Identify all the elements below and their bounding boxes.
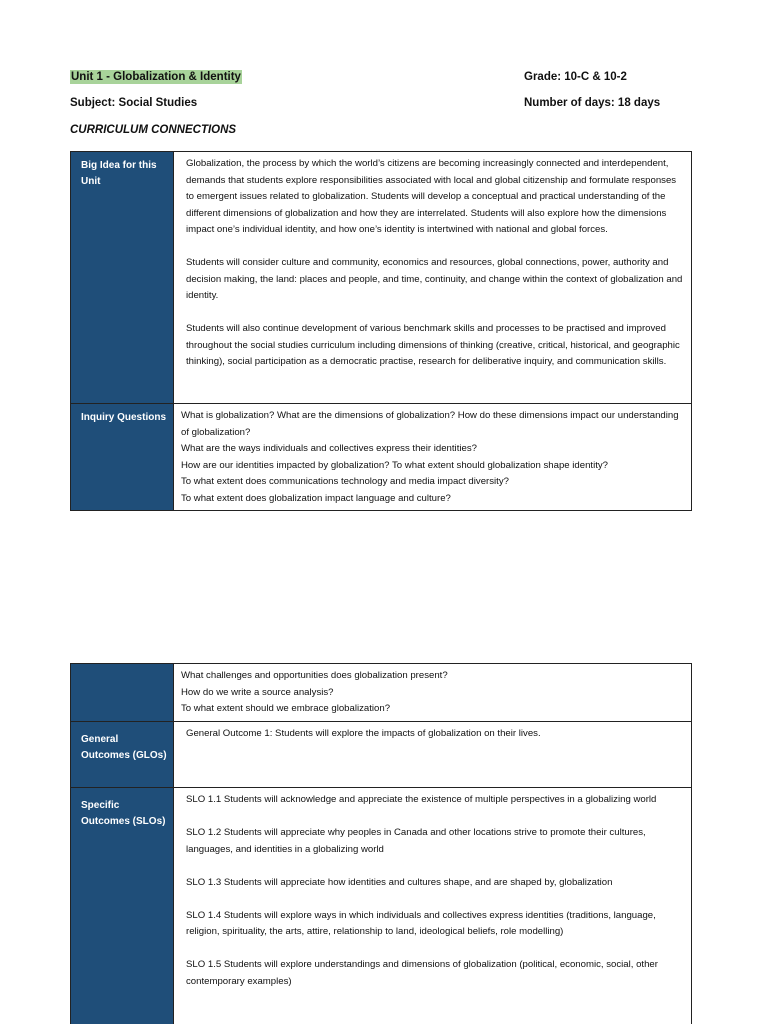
inquiry-label: Inquiry Questions [71,404,174,511]
glo-content [174,722,692,788]
inquiry-question: How do we write a source analysis? [181,686,334,698]
slo-item: SLO 1.4 Students will explore ways in which individuals and collectives express identities (traditions, language, religion, spirituality, the arts, attire, relationship to land, ideological beliefs, role modelling) [186,909,656,937]
big-idea-label: Big Idea for this Unit [71,152,174,404]
inquiry-question: To what extent should we embrace globalization? [181,703,391,714]
subject-label: Subject: Social Studies [70,97,198,109]
slo-item: SLO 1.3 Students will appreciate how identities and cultures shape, and are shaped by, globalization [186,876,613,888]
big-idea-content [174,152,692,404]
grade-label: Grade: 10-C & 10-2 [524,71,627,83]
big-idea-paragraph: Globalization, the process by which the world’s citizens are becoming increasingly connected and interdependent, demands that students explore responsibilities associated with local and global citizenship and formulate responses to emergent issues related to globalization. Students will develop a conceptual and practical understanding of the different dimensions of globalization and how they are interrelated. Students will also explore how the dimensions impact one’s individual identity, and how one’s identity is intertwined with national and global forces. [186,158,677,235]
big-idea-paragraph: Students will consider culture and community, economics and resources, global connections, power, authority and decision making, the land: places and people, and time, continuity, and change within the context of globalization and identity. [186,257,683,301]
curriculum-table [70,151,692,511]
inquiry-continued-content [174,664,692,722]
slo-row [71,788,692,1024]
inquiry-continued-row [71,664,692,722]
slo-item: SLO 1.5 Students will explore understandings and dimensions of globalization (political, economic, social, other contemporary examples) [186,959,658,987]
glo-text: General Outcome 1: Students will explore the impacts of globalization on their lives. [186,728,541,739]
days-label: Number of days: 18 days [524,97,661,109]
inquiry-question: What challenges and opportunities does globalization present? [181,670,448,681]
glo-row [71,722,692,788]
slo-label: Specific Outcomes (SLOs) [71,788,174,1024]
big-idea-row [71,152,692,404]
inquiry-question: To what extent does communications technology and media impact diversity? [181,476,509,487]
slo-item: SLO 1.1 Students will acknowledge and appreciate the existence of multiple perspectives in a globalizing world [186,794,657,805]
inquiry-row [71,404,692,511]
glo-label: General Outcomes (GLOs) [71,722,174,788]
inquiry-content [174,404,692,511]
curriculum-table-continued [70,663,692,1024]
section-title: CURRICULUM CONNECTIONS [70,124,237,136]
inquiry-continued-label [71,664,174,722]
inquiry-question: What is globalization? What are the dimensions of globalization? How do these dimensions impact our understanding of globalization? [181,410,679,438]
inquiry-question: To what extent does globalization impact language and culture? [181,492,451,504]
slo-content [174,788,692,1024]
big-idea-paragraph: Students will also continue development of various benchmark skills and processes to be practised and improved throughout the social studies curriculum including dimensions of thinking (creative, critical, historical, and geographic thinking), social participation as a democratic practise, research for deliberative inquiry, and communication skills. [186,323,680,367]
unit-title: Unit 1 - Globalization & Identity [71,71,241,83]
inquiry-question: How are our identities impacted by globalization? To what extent should globalization shape identity? [181,459,609,471]
inquiry-question: What are the ways individuals and collectives express their identities? [181,443,477,454]
slo-item: SLO 1.2 Students will appreciate why peoples in Canada and other locations strive to promote their cultures, languages, and identities in a globalizing world [186,827,646,855]
